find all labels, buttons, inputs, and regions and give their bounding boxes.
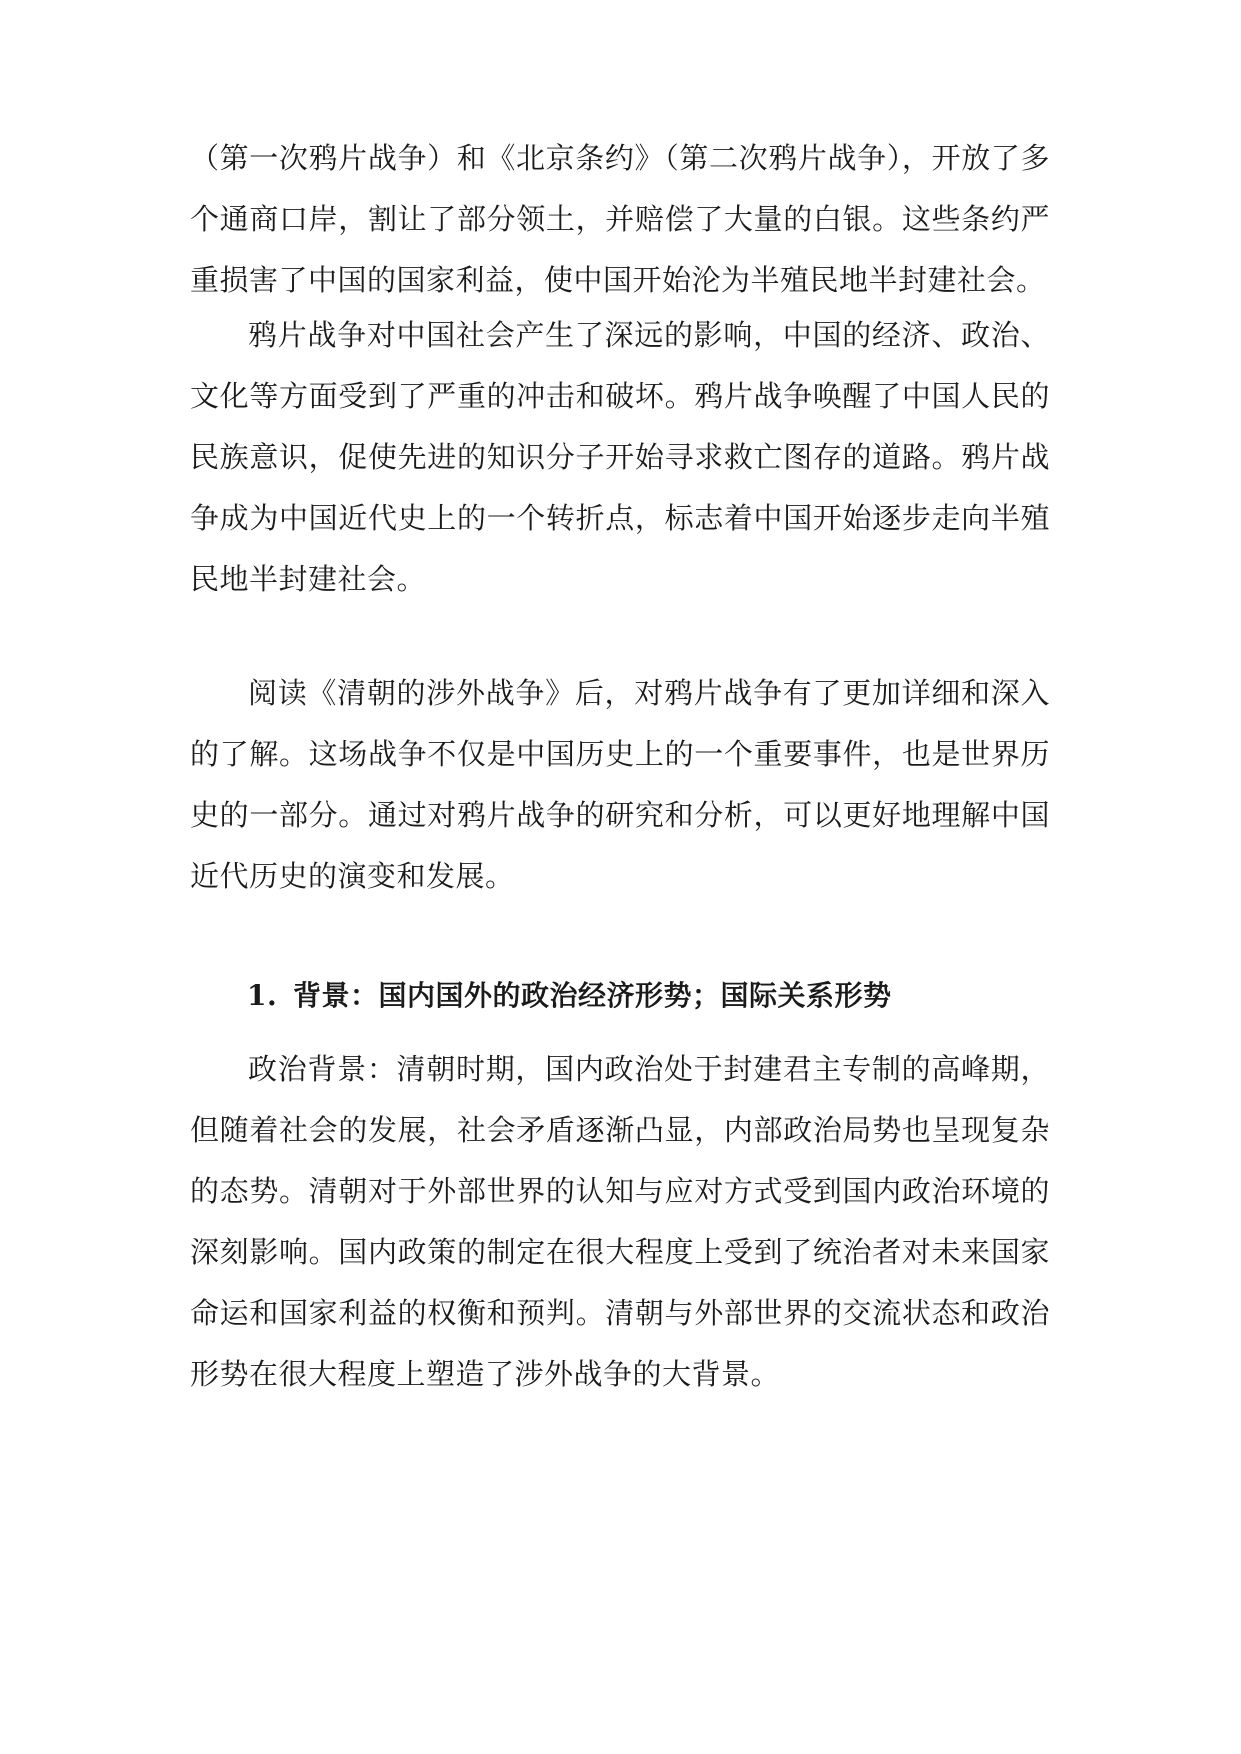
section-heading-number: 1. xyxy=(247,979,278,1012)
paragraph-political-background: 政治背景：清朝时期，国内政治处于封建君主专制的高峰期，但随着社会的发展，社会矛盾逐渐凸显，内部政治局势也呈现复杂的态势。清朝对于外部世界的认知与应对方式受到国内政治环境的深刻影响。国内政策的制定在很大程度上受到了统治者对未来国家命运和国家利益的权衡和预判。清朝与外部世界的交流状态和政治形势在很大程度上塑造了涉外战争的大背景。 xyxy=(190,1052,1050,1391)
section-heading xyxy=(247,976,1027,1016)
section-heading-text: 背景：国内国外的政治经济形势；国际关系形势 xyxy=(293,979,892,1012)
paragraph-war-impact: 鸦片战争对中国社会产生了深远的影响，中国的经济、政治、文化等方面受到了严重的冲击和破坏。鸦片战争唤醒了中国人民的民族意识，促使先进的知识分子开始寻求救亡图存的道路。鸦片战争成为中国近代史上的一个转折点，标志着中国开始逐步走向半殖民地半封建社会。 xyxy=(190,318,1050,596)
paragraph-treaties-continued: （第一次鸦片战争）和《北京条约》（第二次鸦片战争），开放了多个通商口岸，割让了部分领土，并赔偿了大量的白银。这些条约严重损害了中国的国家利益，使中国开始沦为半殖民地半封建社会。 xyxy=(190,141,1050,297)
paragraph-reading-reflection: 阅读《清朝的涉外战争》后，对鸦片战争有了更加详细和深入的了解。这场战争不仅是中国历史上的一个重要事件，也是世界历史的一部分。通过对鸦片战争的研究和分析，可以更好地理解中国近代历史的演变和发展。 xyxy=(190,676,1050,893)
